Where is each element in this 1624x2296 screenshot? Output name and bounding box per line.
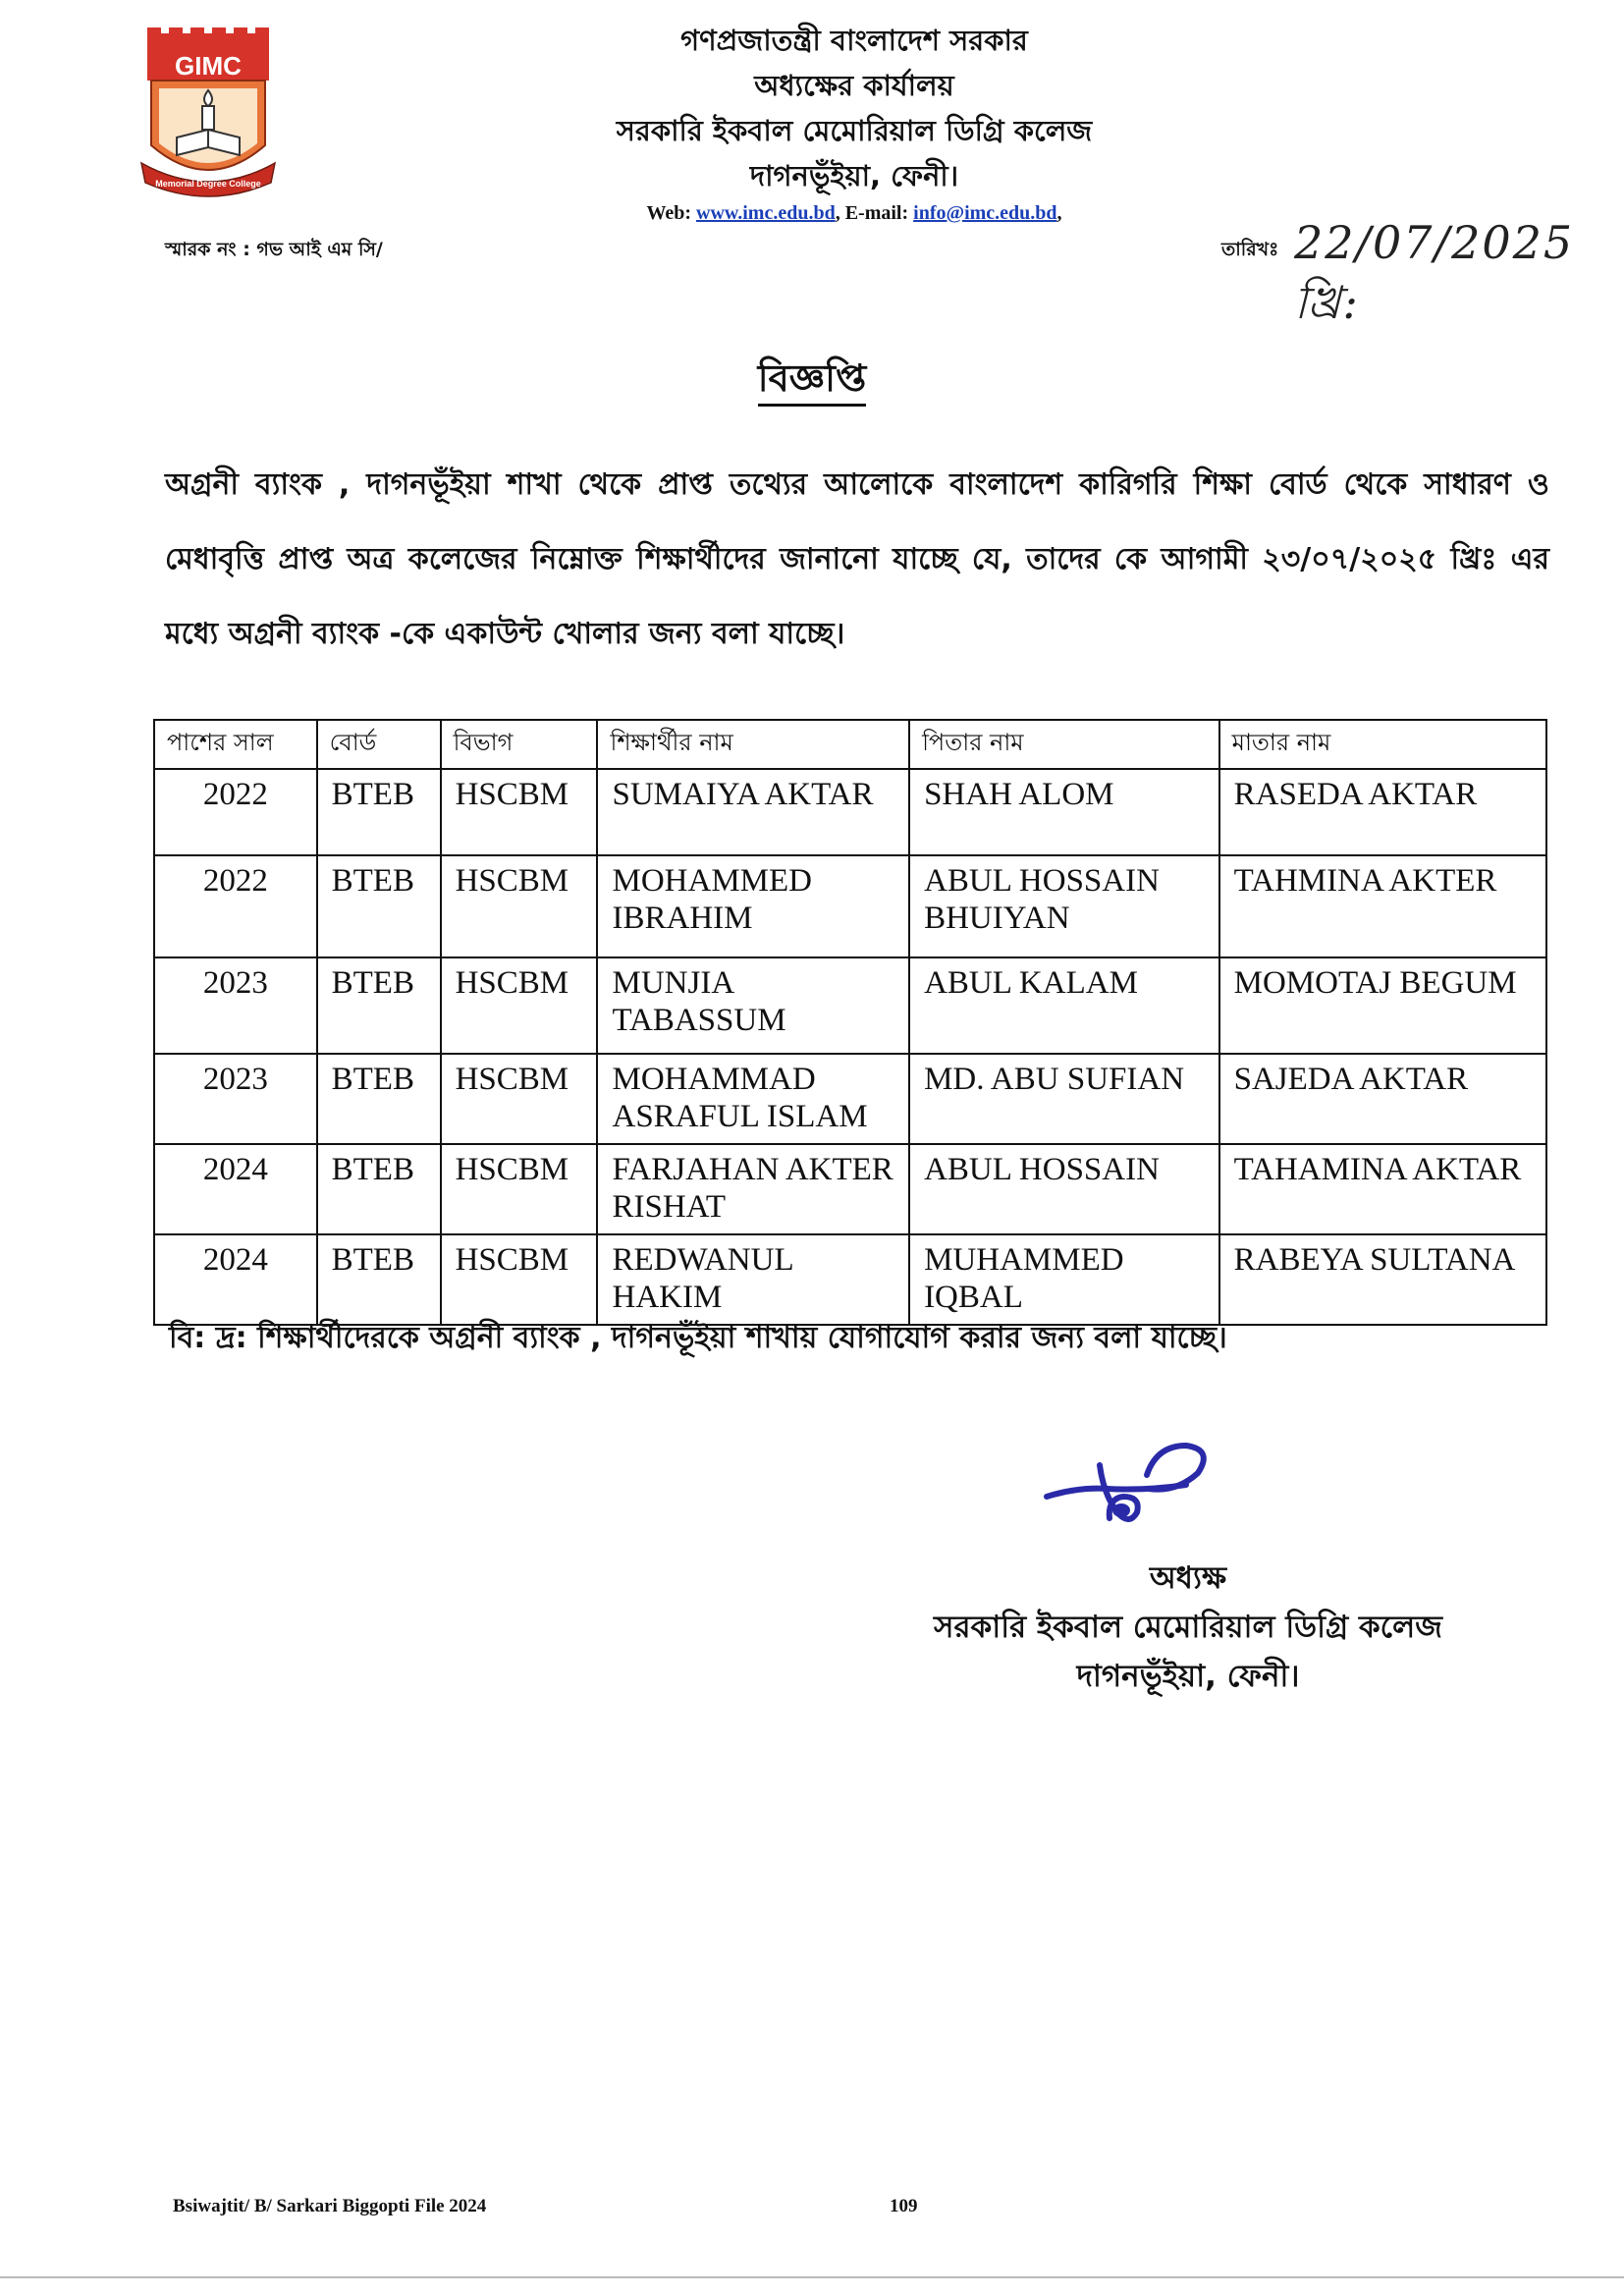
cell-department: HSCBM [441, 1234, 598, 1325]
cell-student: MOHAMMAD ASRAFUL ISLAM [597, 1054, 909, 1144]
header-father-name: পিতার নাম [909, 720, 1219, 769]
cell-year: 2024 [154, 1234, 317, 1325]
cell-father: SHAH ALOM [909, 769, 1219, 855]
table-row [154, 855, 1546, 957]
cell-department: HSCBM [441, 957, 598, 1054]
cell-father: ABUL KALAM [909, 957, 1219, 1054]
principal-title: অধ্যক্ষ [1149, 1560, 1227, 1596]
cell-mother: SAJEDA AKTAR [1219, 1054, 1546, 1144]
table-header-row [154, 720, 1546, 769]
cell-father: MUHAMMED IQBAL [909, 1234, 1219, 1325]
notice-title-text: বিজ্ঞপ্তি [758, 356, 867, 407]
table-row [154, 1144, 1546, 1234]
cell-department: HSCBM [441, 855, 598, 957]
cell-board: BTEB [317, 769, 441, 855]
location-line: দাগনভূঁইয়া, ফেনী। [749, 159, 959, 192]
cell-father: MD. ABU SUFIAN [909, 1054, 1219, 1144]
cell-mother: RASEDA AKTAR [1219, 769, 1546, 855]
header-student-name: শিক্ষার্থীর নাম [597, 720, 909, 769]
table-row [154, 1054, 1546, 1144]
principal-place: দাগনভূঁইয়া, ফেনী। [1076, 1659, 1300, 1694]
cell-student: MOHAMMED IBRAHIM [597, 855, 909, 957]
cell-department: HSCBM [441, 1144, 598, 1234]
memo-number: স্মারক নং : গভ আই এম সি/ [165, 239, 383, 260]
cell-department: HSCBM [441, 769, 598, 855]
page-bottom-edge [0, 2276, 1624, 2278]
cell-department: HSCBM [441, 1054, 598, 1144]
notice-title [0, 350, 1624, 412]
cell-student: REDWANUL HAKIM [597, 1234, 909, 1325]
email-label: , E-mail: [835, 202, 914, 224]
cell-year: 2024 [154, 1144, 317, 1234]
footnote: বি: দ্র: শিক্ষার্থীদেরকে অগ্রনী ব্যাংক , দাগনভূঁইয়া শাখায় যোগাযোগ করার জন্য বলা যাচ্ছে। [169, 1321, 1227, 1355]
header-department: বিভাগ [441, 720, 598, 769]
cell-student: SUMAIYA AKTAR [597, 769, 909, 855]
college-logo [139, 27, 277, 204]
principal-college: সরকারি ইকবাল মেমোরিয়াল ডিগ্রি কলেজ [934, 1610, 1442, 1645]
cell-mother: MOMOTAJ BEGUM [1219, 957, 1546, 1054]
web-label: Web: [646, 202, 696, 224]
logo-text: GIMC [175, 51, 242, 81]
cell-student: FARJAHAN AKTER RISHAT [597, 1144, 909, 1234]
footer-page-number: 109 [890, 2196, 918, 2216]
header-board: বোর্ড [317, 720, 441, 769]
date-value: 22/07/2025 খ্রি: [1294, 216, 1575, 329]
table-row [154, 957, 1546, 1054]
logo-ribbon-text: Memorial Degree College [155, 179, 261, 189]
cell-board: BTEB [317, 1054, 441, 1144]
header-pass-year: পাশের সাল [154, 720, 317, 769]
notice-body: অগ্রনী ব্যাংক , দাগনভূঁইয়া শাখা থেকে প্রাপ্ত তথ্যের আলোকে বাংলাদেশ কারিগরি শিক্ষা বোর্ড থেকে সাধারণ ও মেধাবৃত্তি প্রাপ্ত অত্র কলেজের নিম্নোক্ত শিক্ষার্থীদের জানানো যাচ্ছে যে, তাদের কে আগামী ২৩/০৭/২০২৫ খ্রিঃ এর মধ্যে অগ্রনী ব্যাংক -কে একাউন্ট খোলার জন্য বলা যাচ্ছে। [165, 467, 1549, 651]
cell-year: 2022 [154, 769, 317, 855]
cell-father: ABUL HOSSAIN BHUIYAN [909, 855, 1219, 957]
principal-block [864, 1554, 1512, 1701]
cell-mother: RABEYA SULTANA [1219, 1234, 1546, 1325]
contact-trailing: , [1056, 202, 1062, 224]
cell-board: BTEB [317, 1144, 441, 1234]
cell-board: BTEB [317, 957, 441, 1054]
cell-father: ABUL HOSSAIN [909, 1144, 1219, 1234]
cell-mother: TAHAMINA AKTAR [1219, 1144, 1546, 1234]
cell-year: 2023 [154, 957, 317, 1054]
cell-board: BTEB [317, 855, 441, 957]
students-table [153, 719, 1547, 1326]
cell-year: 2022 [154, 855, 317, 957]
letterhead [511, 18, 1198, 225]
footer-file-ref: Bsiwajtit/ B/ Sarkari Biggopti File 2024 [173, 2196, 487, 2216]
govt-line: গণপ্রজাতন্ত্রী বাংলাদেশ সরকার [680, 24, 1028, 57]
contact-line [511, 202, 1198, 225]
college-line: সরকারি ইকবাল মেমোরিয়াল ডিগ্রি কলেজ [616, 114, 1093, 147]
email-link[interactable]: info@imc.edu.bd [913, 202, 1057, 224]
cell-mother: TAHMINA AKTER [1219, 855, 1546, 957]
principal-signature [1039, 1436, 1216, 1544]
cell-student: MUNJIA TABASSUM [597, 957, 909, 1054]
header-mother-name: মাতার নাম [1219, 720, 1546, 769]
table-row [154, 769, 1546, 855]
cell-year: 2023 [154, 1054, 317, 1144]
cell-board: BTEB [317, 1234, 441, 1325]
table-row [154, 1234, 1546, 1325]
office-line: অধ্যক্ষের কার্যালয় [754, 69, 954, 102]
date-label: তারিখঃ [1221, 239, 1279, 260]
web-link[interactable]: www.imc.edu.bd [696, 202, 836, 224]
